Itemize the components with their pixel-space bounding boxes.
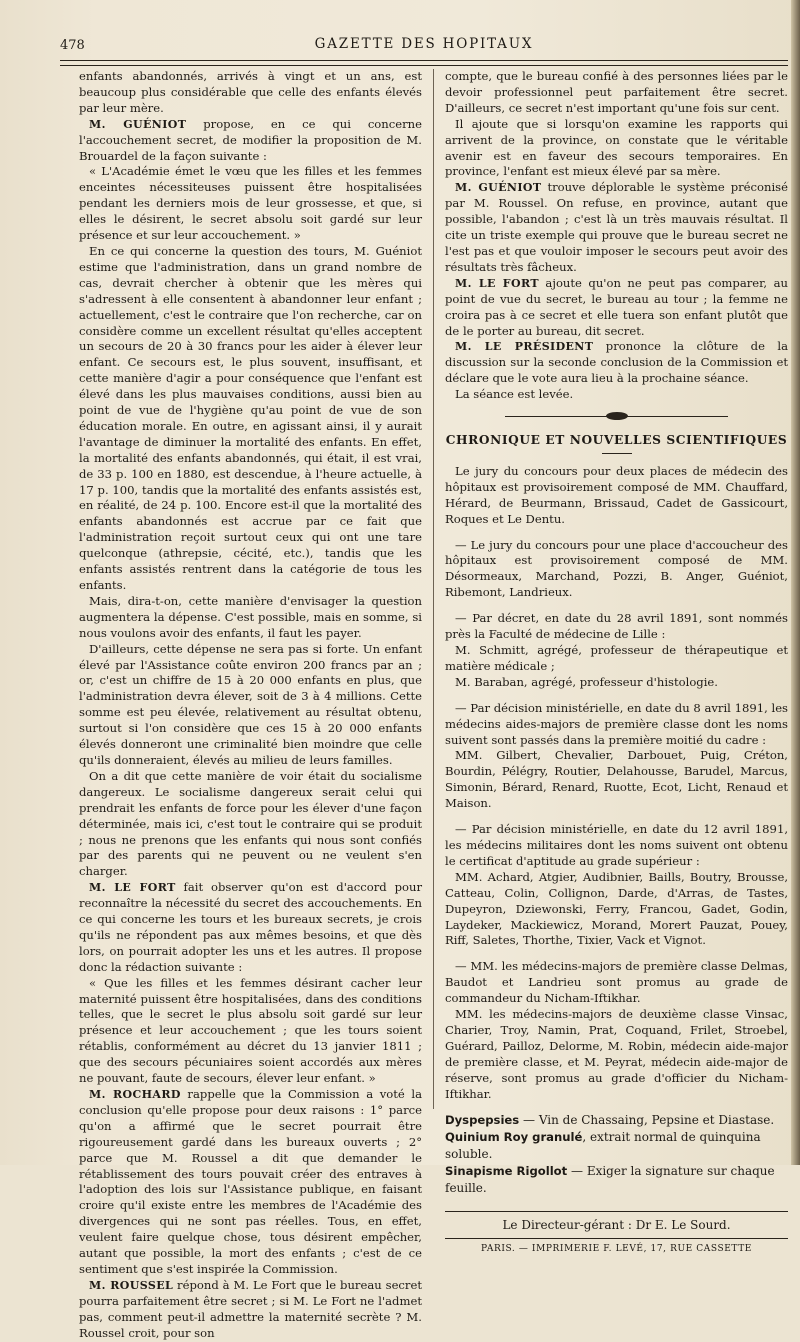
page-number: 478 — [60, 38, 85, 53]
advert-sinapisme — [445, 1163, 788, 1197]
right-column — [445, 69, 788, 1255]
left-paragraph-8-text: fait observer qu'on est d'accord pour reconnaître la nécessité du secret des accouchements. En ce qui concerne les tours et les bureaux secrets, je crois qu'ils ne répondent pas aux mêmes besoins, et que dès lors, on pourrait adopter les uns et les autres. Il propose donc la rédaction suivante : — [79, 880, 422, 974]
left-paragraph-11-text: répond à M. Le Fort que le bureau secret pourra parfaitement être secret ; si M. Le Fort ne l'admet pas, comment peut-il admettre la maternité secrète ? M. Roussel croit, pour son — [79, 1277, 422, 1340]
right-paragraph-4-text: ajoute qu'on ne peut pas comparer, au point de vue du secret, le bureau au tour ; la femme ne croira pas à ce secret et elle tuera son enfant plutôt que de le porter au bureau, dit secret. — [445, 275, 788, 338]
running-title: GAZETTE DES HOPITAUX — [314, 36, 534, 52]
footer-rule — [445, 1211, 788, 1212]
right-paragraph-3-text: trouve déplorable le système préconisé par M. Roussel. On refuse, en province, autant que possible, l'abandon ; c'est là un très mauvais résultat. Il cite un triste exemple qui prouve que le bureau secret ne l'est pas et que vouloir imposer le secours peut avoir des résultats très fâcheux. — [445, 180, 788, 274]
right-paragraph-4 — [445, 276, 788, 340]
left-paragraph-9: « Que les filles et les femmes désirant cacher leur maternité puissent être hospitalisées, dans des conditions telles, que le secret le plus absolu soit gardé sur leur présence et leur accouchement ; que les tours soient rétablis, conformément au décret du 13 janvier 1811 ; que des secours pécuniaires soient accordés aux mères ne pouvant, faute de secours, élever leur enfant. » — [79, 975, 422, 1086]
advert-quinium-text: , extrait normal de quinquina soluble. — [445, 1130, 761, 1162]
advert-sinapisme-name: Sinapisme Rigollot — [445, 1164, 568, 1179]
header-rule — [60, 60, 788, 66]
director-signature: Le Directeur-gérant : Dr E. Le Sourd. — [502, 1218, 731, 1233]
news-item-3a: M. Schmitt, agrégé, professeur de thérapeutique et matière médicale ; — [445, 643, 788, 673]
advert-dyspepsies-name: Dyspepsies — [445, 1113, 520, 1128]
right-paragraph-5-text: prononce la clôture de la discussion sur la seconde conclusion de la Commission et déclare que le vote aura lieu à la prochaine séance. — [445, 339, 788, 386]
speaker-rochard: M. ROCHARD — [89, 1088, 181, 1101]
footer-rule-thin — [445, 1238, 788, 1239]
news-item-6a: MM. les médecins-majors de deuxième classe Vinsac, Charier, Troy, Namin, Prat, Coquand, Frilet, Stroebel, Guérard, Pailloz, Delorme, M. Robin, médecin aide-major de première classe, et M. Peyrat, médecin aide-major de réserve, sont promus au grade d'officier du Nicham-Iftikhar. — [445, 1007, 788, 1101]
speaker-roussel: M. ROUSSEL — [89, 1278, 174, 1292]
page-header — [60, 34, 788, 58]
news-item-4: — Par décision ministérielle, en date du 8 avril 1891, les médecins aides-majors de première classe dont les noms suivent sont passés dans la première moitié du cadre : — [445, 700, 788, 747]
advert-dyspepsies — [445, 1112, 788, 1129]
right-paragraph-2: Il ajoute que si lorsqu'on examine les rapports qui arrivent de la province, on constate que le véritable avenir est en faveur des secours temporaires. En province, l'enfant est mieux élevé par sa mère. — [445, 116, 788, 179]
column-divider — [433, 69, 434, 1109]
section-short-rule — [602, 453, 632, 454]
news-item-2: — Le jury du concours pour une place d'accoucheur des hôpitaux est provisoirement composé de MM. Désormeaux, Marchand, Pozzi, B. Anger, Guéniot, Ribemont, Landrieux. — [445, 537, 788, 600]
speaker-gueniot-2: M. GUÉNIOT — [455, 181, 542, 195]
right-paragraph-3 — [445, 180, 788, 275]
left-paragraph-8 — [79, 880, 422, 975]
news-item-3b: M. Baraban, agrégé, professeur d'histologie. — [455, 674, 718, 689]
left-paragraph-10 — [79, 1087, 422, 1278]
left-paragraph-2-text: propose, en ce qui concerne l'accouchement secret, de modifier la proposition de M. Brouardel de la façon suivante : — [79, 116, 422, 163]
left-paragraph-2 — [79, 117, 422, 165]
section-heading: CHRONIQUE ET NOUVELLES SCIENTIFIQUES — [445, 433, 788, 448]
right-paragraph-5 — [445, 339, 788, 387]
speaker-gueniot: M. GUÉNIOT — [89, 117, 187, 131]
advert-sinapisme-text: — Exiger la signature sur chaque feuille. — [445, 1164, 775, 1196]
speaker-le-fort-2: M. LE FORT — [455, 276, 539, 290]
left-paragraph-11 — [79, 1278, 422, 1342]
page-spine-shadow — [791, 0, 800, 1165]
speaker-president: M. LE PRÉSIDENT — [455, 340, 594, 354]
news-item-3: — Par décret, en date du 28 avril 1891, sont nommés près la Faculté de médecine de Lille : — [445, 611, 788, 642]
right-paragraph-1: compte, que le bureau confié à des personnes liées par le devoir professionnel peut parfaitement être secret. D'ailleurs, ce secret n'est important qu'une fois sur cent. — [445, 69, 788, 115]
left-paragraph-10-text: rappelle que la Commission a voté la conclusion qu'elle propose pour deux raisons : 1° parce qu'on a affirmé que le secret pourrait être rigoureusement gardé dans les bureaux ouverts ; 2° parce que M. Roussel a dit que demander le rétablissement des tours pouvait créer des entraves à l'adoption des lois sur l'Assistance publique, en faisant croire qu'il existe entre les membres de l'Académie des divergences qui ne sont pas réelles. Tous, en effet, veulent faire quelque chose, tous désirent empêcher, autant que possible, la mort des enfants ; c'est de ce sentiment que s'est inspirée la Commission. — [79, 1087, 422, 1276]
advert-quinium-name: Quinium Roy granulé — [445, 1130, 583, 1145]
advert-quinium — [445, 1129, 788, 1163]
section-ornament — [445, 411, 788, 421]
right-paragraph-6: La séance est levée. — [455, 387, 574, 402]
left-paragraph-4: En ce qui concerne la question des tours, M. Guéniot estime que l'administration, dans un grand nombre de cas, devrait chercher à obtenir que les mères qui s'adressent à elle consentent à abandonner leur enfant ; actuellement, c'est le contraire que l'on recherche, car on considère comme un excellent résultat qu'elles acceptent un secours de 20 à 30 francs pour les aider à élever leur enfant. Ce secours est, le plus souvent, insuffisant, et cette manière d'agir a pour conséquence que l'enfant est élevé dans les plus mauvaises conditions, aussi bien au point de vue de l'hygiène qu'au point de vue de son éducation morale. En outre, en agissant ainsi, il y aurait l'avantage de diminuer la mortalité des enfants. En effet, la mortalité des enfants abandonnés, qui était, il est vrai, de 33 p. 100 en 1880, est descendue, à l'heure actuelle, à 17 p. 100, tandis que la mortalité des enfants assistés est, en réalité, de 24 p. 100. Encore est-il que la mortalité des enfants abandonnés est accrue par ce fait que l'administration reçoit surtout ceux qui ont une tare quelconque (athrepsie, cécité, etc.), tandis que les enfants assistés rentrent dans la catégorie de tous les enfants. — [79, 243, 422, 592]
ornament-dot-icon — [606, 412, 628, 420]
news-item-4a: MM. Gilbert, Chevalier, Darbouet, Puig, Créton, Bourdin, Pélégry, Routier, Delahousse, Barudel, Marcus, Simonin, Bérard, Renard, Ruotte, Ecot, Licht, Renaud et Maison. — [445, 748, 788, 811]
news-item-5a: MM. Achard, Atgier, Audibnier, Baills, Boutry, Brousse, Catteau, Colin, Collignon, Darde, d'Arras, de Tastes, Dupeyron, Dziewonski, Ferry, Francou, Gadet, Godin, Laydeker, Mackiewicz, Morand, Morert Pauzat, Pouey, Riff, Saletes, Thorthe, Tixier, Vack et Vignot. — [445, 869, 788, 948]
left-column — [79, 69, 422, 1340]
news-item-6: — MM. les médecins-majors de première classe Delmas, Baudot et Landrieu sont promus au grade de commandeur du Nicham-Iftikhar. — [445, 959, 788, 1006]
left-paragraph-1: enfants abandonnés, arrivés à vingt et un ans, est beaucoup plus considérable que celle des enfants élevés par leur mère. — [79, 69, 422, 115]
advert-dyspepsies-text: — Vin de Chassaing, Pepsine et Diastase. — [519, 1113, 775, 1128]
printer-line: PARIS. — IMPRIMERIE F. LEVÉ, 17, RUE CASSETTE — [481, 1244, 752, 1255]
news-item-5: — Par décision ministérielle, en date du 12 avril 1891, les médecins militaires dont les noms suivent ont obtenu le certificat d'aptitude au grade supérieur : — [445, 822, 788, 868]
left-paragraph-7: On a dit que cette manière de voir était du socialisme dangereux. Le socialisme dangereux serait celui qui prendrait les enfants de force pour les élever d'une façon déterminée, mais ici, c'est tout le contraire qui se produit ; nous ne prenons que les enfants qui nous sont confiés par des parents qui ne peuvent ou ne veulent s'en charger. — [79, 768, 422, 879]
left-paragraph-5: Mais, dira-t-on, cette manière d'envisager la question augmentera la dépense. C'est possible, mais en somme, si nous voulons avoir des enfants, il faut les payer. — [79, 593, 422, 640]
left-paragraph-6: D'ailleurs, cette dépense ne sera pas si forte. Un enfant élevé par l'Assistance coûte environ 200 francs par an ; or, c'est un chiffre de 15 à 20 000 enfants en plus, que l'administration devra élever, soit de 3 à 4 millions. Cette somme est peu élevée, relativement au résultat obtenu, surtout si l'on considère que ces 15 à 20 000 enfants élevés donneront une criminalité bien moindre que celle qu'ils donneraient, élevés au milieu de leurs familles. — [79, 641, 422, 767]
news-item-1: Le jury du concours pour deux places de médecin des hôpitaux est provisoirement composé de MM. Chauffard, Hérard, de Beurmann, Brissaud, Cadet de Gassicourt, Roques et Le Dentu. — [445, 463, 788, 526]
left-paragraph-3: « L'Académie émet le vœu que les filles et les femmes enceintes nécessiteuses puissent être hospitalisées pendant les derniers mois de leur grossesse, et que, si elles le désirent, le secret absolu soit gardé sur leur présence et sur leur accouchement. » — [79, 164, 422, 243]
speaker-le-fort: M. LE FORT — [89, 881, 176, 895]
